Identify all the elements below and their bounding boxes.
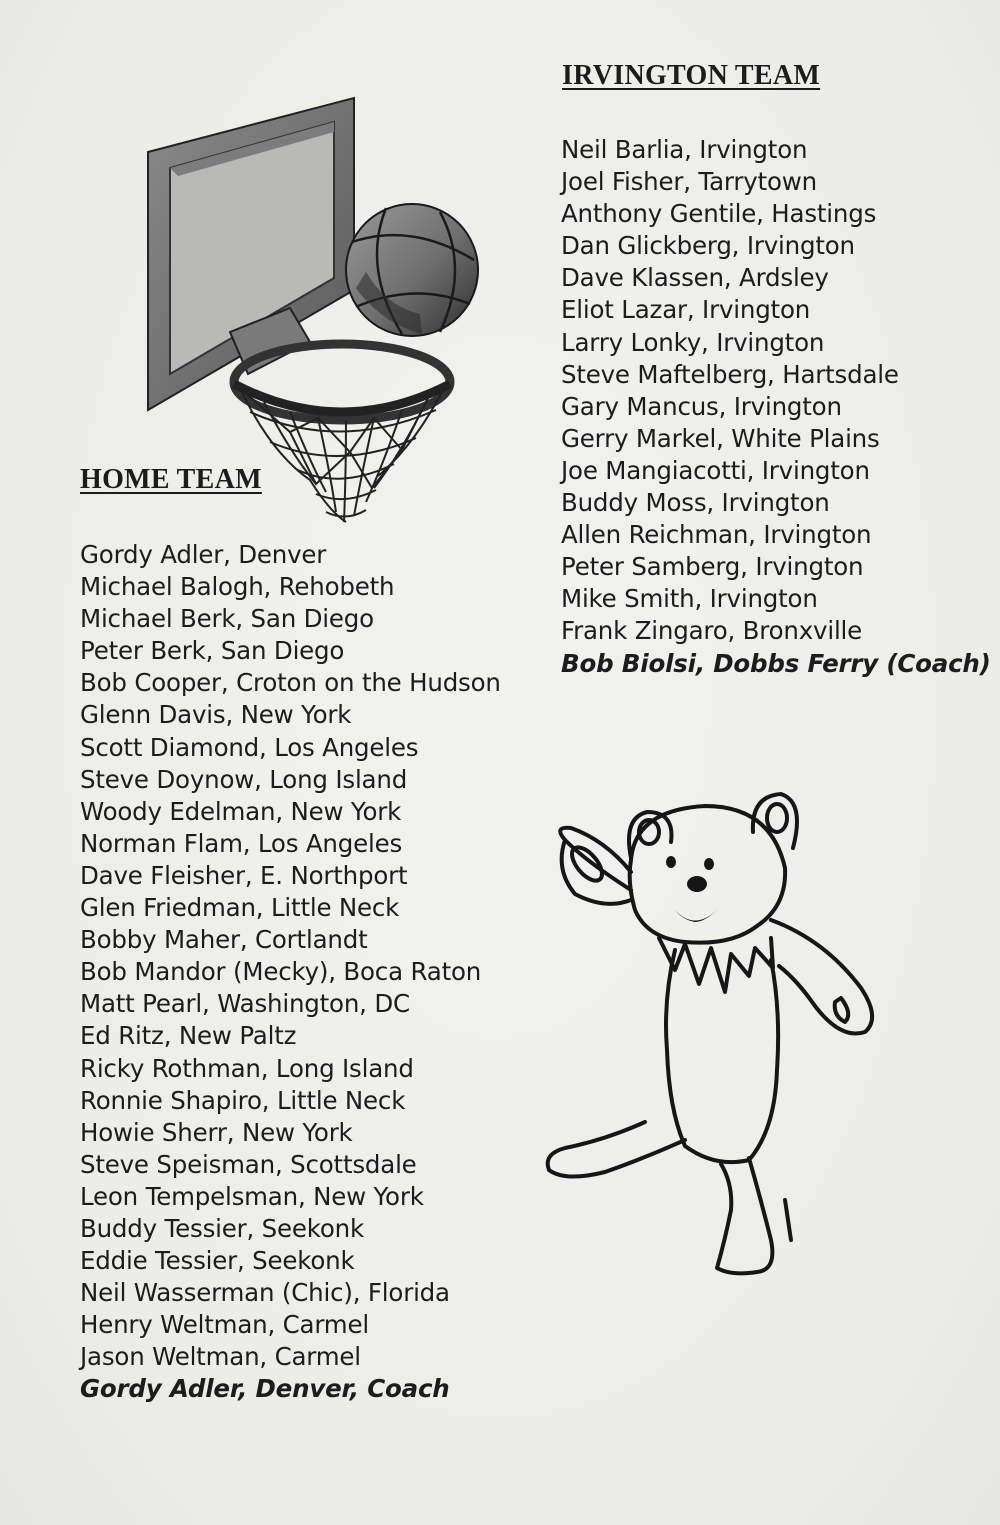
player-entry: Ricky Rothman, Long Island <box>80 1053 414 1083</box>
player-entry: Larry Lonky, Irvington <box>561 327 825 357</box>
player-entry: Anthony Gentile, Hastings <box>561 199 877 229</box>
player-entry: Gordy Adler, Denver <box>80 540 327 569</box>
dancing-bear-icon <box>535 770 895 1290</box>
player-entry: Henry Weltman, Carmel <box>80 1310 369 1340</box>
player-entry: Dan Glickberg, Irvington <box>561 231 855 261</box>
player-entry: Dave Klassen, Ardsley <box>561 263 829 293</box>
player-entry: Buddy Moss, Irvington <box>561 488 830 518</box>
player-entry: Ed Ritz, New Paltz <box>80 1021 297 1051</box>
player-entry: Buddy Tessier, Seekonk <box>80 1213 364 1243</box>
player-entry: Joe Mangiacotti, Irvington <box>561 455 870 485</box>
player-entry: Steve Maftelberg, Hartsdale <box>561 359 899 389</box>
player-entry: Bob Mandor (Mecky), Boca Raton <box>80 957 482 987</box>
player-entry: Joel Fisher, Tarrytown <box>561 167 817 197</box>
player-entry: Neil Wasserman (Chic), Florida <box>80 1278 450 1308</box>
player-entry: Glen Friedman, Little Neck <box>80 893 400 923</box>
player-entry: Gary Mancus, Irvington <box>561 391 842 421</box>
player-entry: Gerry Markel, White Plains <box>561 423 880 453</box>
player-entry: Michael Balogh, Rehobeth <box>80 572 395 602</box>
player-entry: Woody Edelman, New York <box>80 796 402 826</box>
player-entry: Eliot Lazar, Irvington <box>561 295 811 325</box>
player-entry: Dave Fleisher, E. Northport <box>80 860 408 890</box>
player-entry: Jason Weltman, Carmel <box>80 1342 361 1372</box>
home-team-heading: HOME TEAM <box>80 464 262 495</box>
player-entry: Peter Samberg, Irvington <box>561 552 864 582</box>
player-entry: Eddie Tessier, Seekonk <box>80 1246 355 1276</box>
player-entry: Michael Berk, San Diego <box>80 604 374 634</box>
player-entry: Bob Cooper, Croton on the Hudson <box>80 668 501 698</box>
irvington-team-heading: IRVINGTON TEAM <box>562 60 821 91</box>
player-entry: Leon Tempelsman, New York <box>80 1181 424 1211</box>
player-entry: Neil Barlia, Irvington <box>561 135 808 164</box>
player-entry: Scott Diamond, Los Angeles <box>80 732 419 762</box>
player-entry: Glenn Davis, New York <box>80 700 352 730</box>
player-entry: Steve Speisman, Scottsdale <box>80 1149 417 1179</box>
player-entry: Bobby Maher, Cortlandt <box>80 925 368 955</box>
home-roster <box>80 539 501 1406</box>
coach-entry: Gordy Adler, Denver, Coach <box>80 1374 450 1404</box>
coach-entry: Bob Biolsi, Dobbs Ferry (Coach) <box>561 648 991 678</box>
player-entry: Frank Zingaro, Bronxville <box>561 616 863 646</box>
player-entry: Matt Pearl, Washington, DC <box>80 989 410 1019</box>
player-entry: Steve Doynow, Long Island <box>80 764 408 794</box>
player-entry: Mike Smith, Irvington <box>561 584 818 614</box>
player-entry: Allen Reichman, Irvington <box>561 520 872 550</box>
player-entry: Ronnie Shapiro, Little Neck <box>80 1085 406 1115</box>
player-entry: Peter Berk, San Diego <box>80 636 345 666</box>
irvington-roster <box>561 134 991 680</box>
player-entry: Norman Flam, Los Angeles <box>80 828 403 858</box>
player-entry: Howie Sherr, New York <box>80 1117 353 1147</box>
